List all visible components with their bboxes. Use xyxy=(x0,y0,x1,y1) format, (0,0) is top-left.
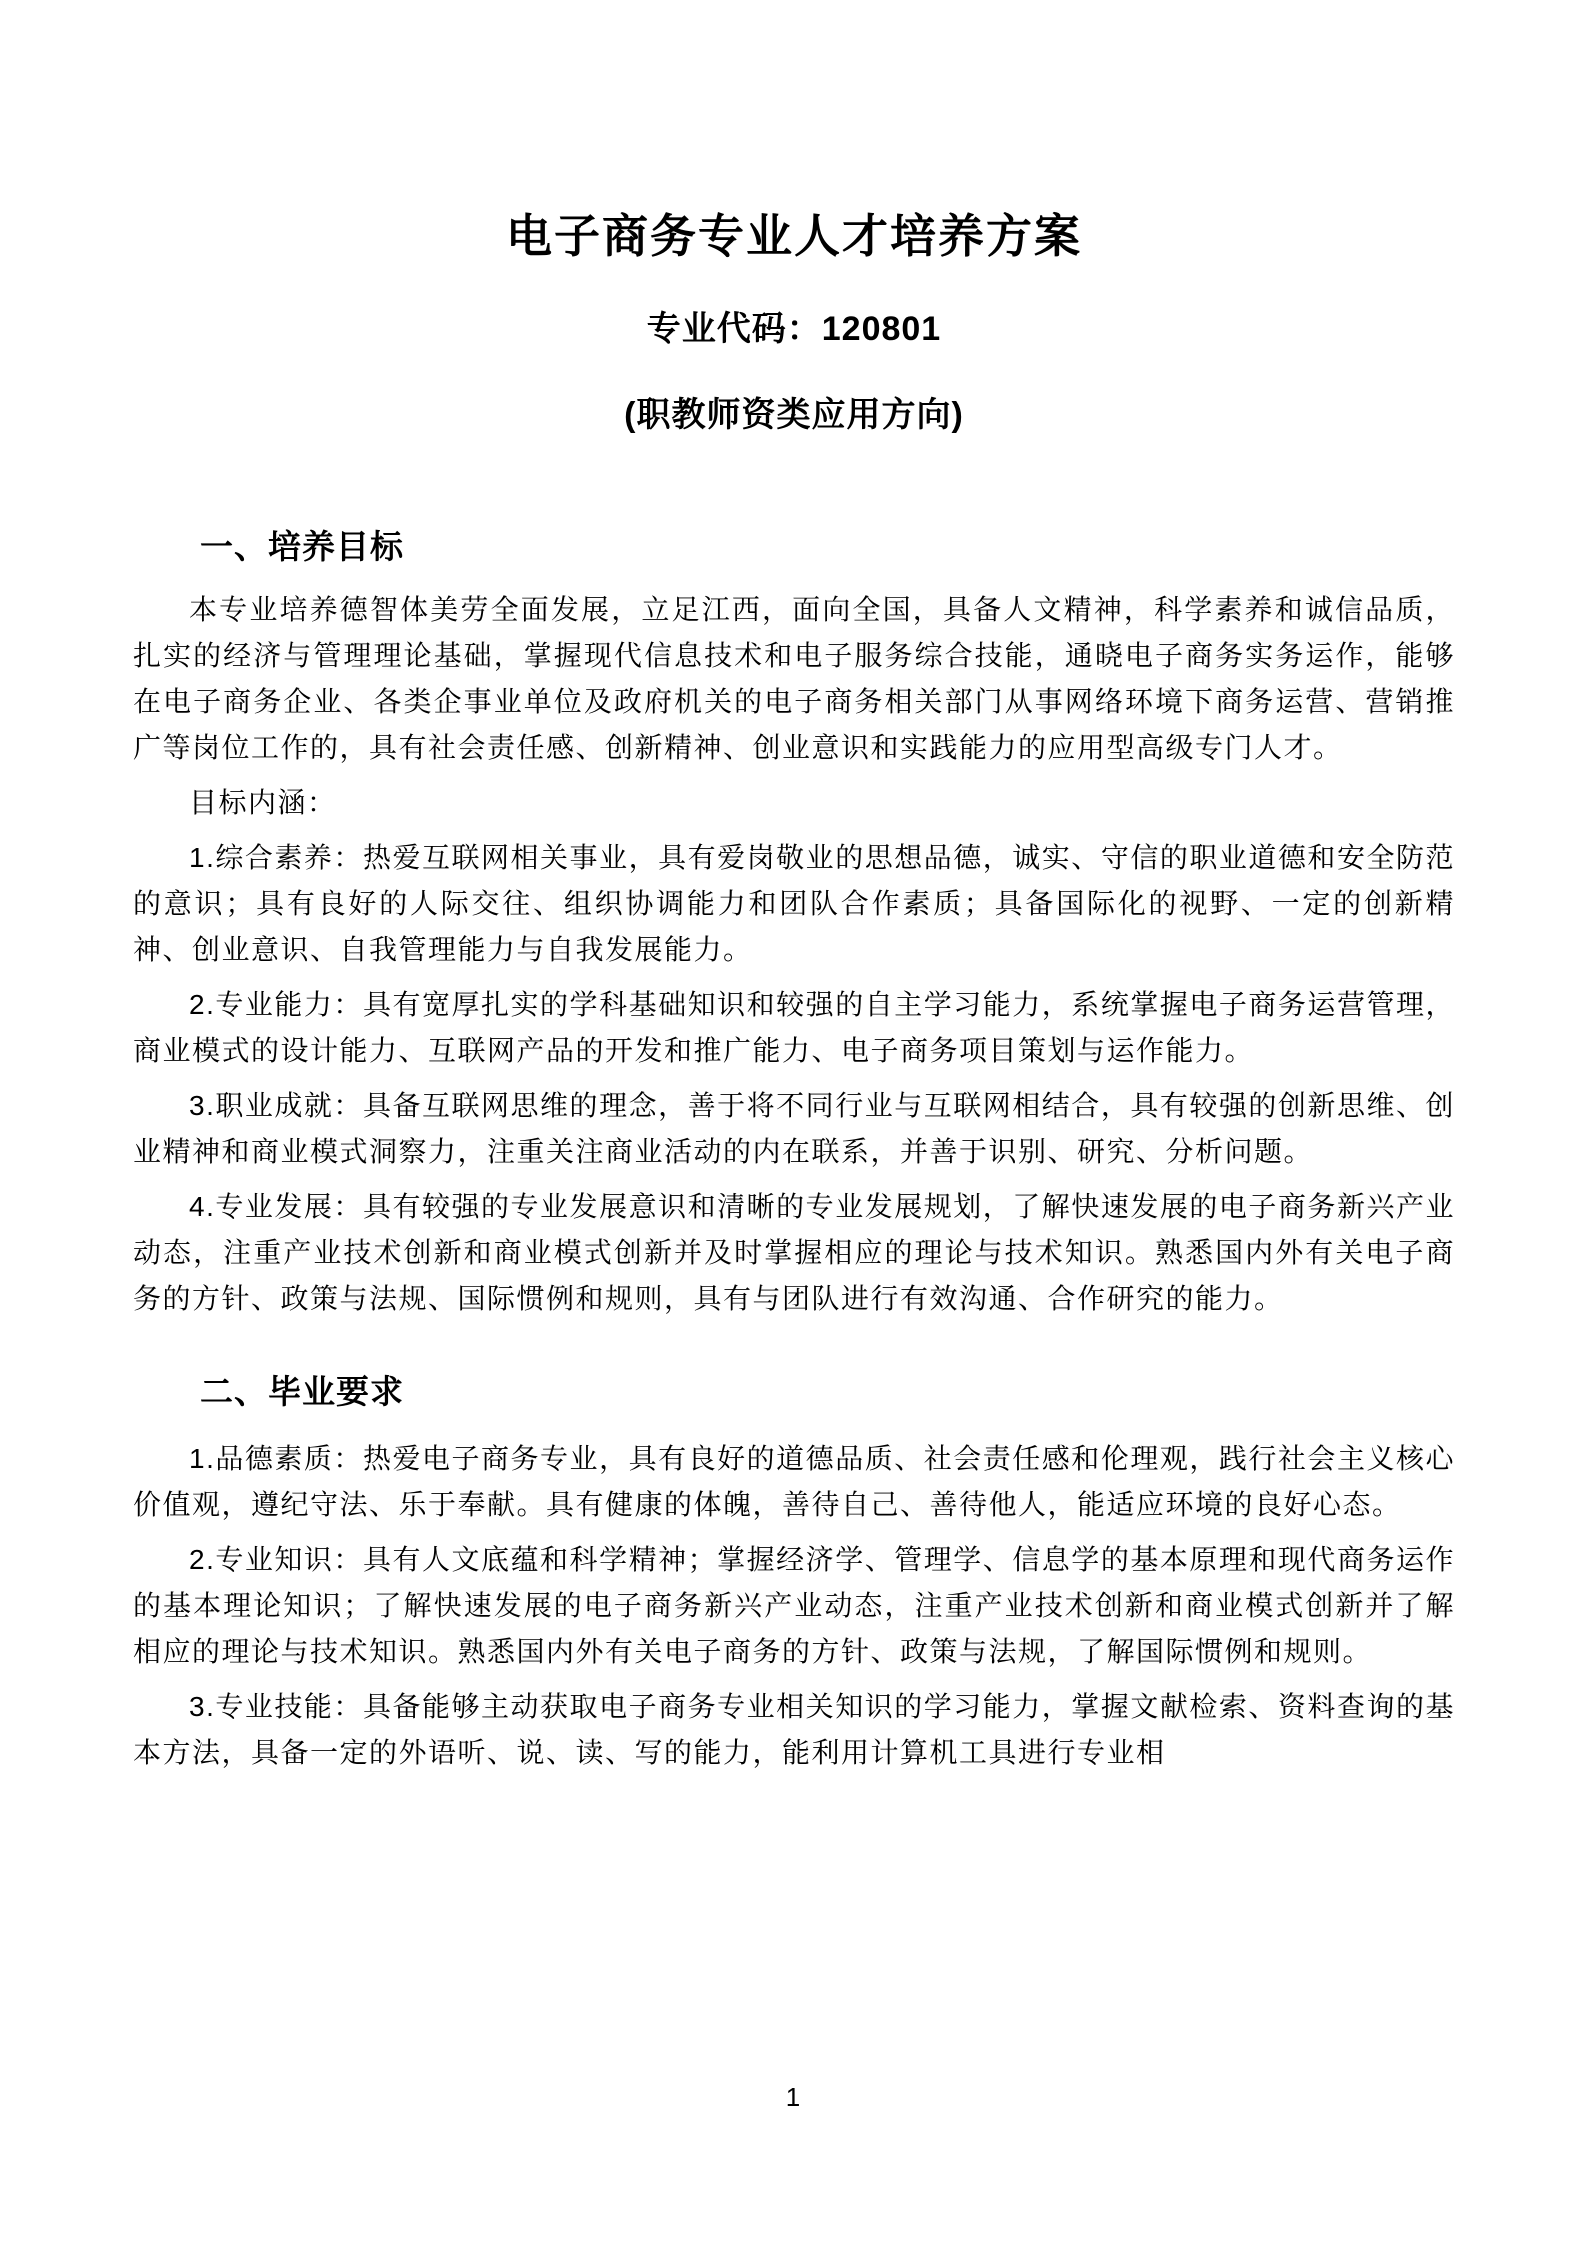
paragraph-objective-connotation-label: 目标内涵： xyxy=(189,787,337,818)
paragraph-professional-ability: 2.专业能力：具有宽厚扎实的学科基础知识和较强的自主学习能力，系统掌握电子商务运营管理，商业模式的设计能力、互联网产品的开发和推广能力、电子商务项目策划与运作能力。 xyxy=(133,989,1455,1066)
paragraph-professional-skills: 3.专业技能：具备能够主动获取电子商务专业相关知识的学习能力，掌握文献检索、资料查询的基本方法，具备一定的外语听、说、读、写的能力，能利用计算机工具进行专业相 xyxy=(133,1691,1455,1768)
paragraph-professional-development: 4.专业发展：具有较强的专业发展意识和清晰的专业发展规划，了解快速发展的电子商务新兴产业动态，注重产业技术创新和商业模式创新并及时掌握相应的理论与技术知识。熟悉国内外有关电子商务的方针、政策与法规、国际惯例和规则，具有与团队进行有效沟通、合作研究的能力。 xyxy=(133,1191,1455,1314)
page-number: 1 xyxy=(785,2082,801,2112)
document-title: 电子商务专业人才培养方案 xyxy=(506,210,1082,262)
section-heading-graduation-requirements: 二、毕业要求 xyxy=(200,1373,404,1410)
paragraph-career-achievement: 3.职业成就：具备互联网思维的理念，善于将不同行业与互联网相结合，具有较强的创新思维、创业精神和商业模式洞察力，注重关注商业活动的内在联系，并善于识别、研究、分析问题。 xyxy=(133,1090,1455,1167)
paragraph-training-intro: 本专业培养德智体美劳全面发展，立足江西，面向全国，具备人文精神，科学素养和诚信品质，扎实的经济与管理理论基础，掌握现代信息技术和电子服务综合技能，通晓电子商务实务运作，能够在电子商务企业、各类企事业单位及政府机关的电子商务相关部门从事网络环境下商务运营、营销推广等岗位工作的，具有社会责任感、创新精神、创业意识和实践能力的应用型高级专门人才。 xyxy=(133,594,1455,763)
paragraph-professional-knowledge: 2.专业知识：具有人文底蕴和科学精神；掌握经济学、管理学、信息学的基本原理和现代商务运作的基本理论知识；了解快速发展的电子商务新兴产业动态，注重产业技术创新和商业模式创新并了解相应的理论与技术知识。熟悉国内外有关电子商务的方针、政策与法规，了解国际惯例和规则。 xyxy=(133,1544,1455,1667)
section-heading-training-objectives: 一、培养目标 xyxy=(200,528,404,565)
paragraph-comprehensive-quality: 1.综合素养：热爱互联网相关事业，具有爱岗敬业的思想品德，诚实、守信的职业道德和安全防范的意识；具有良好的人际交往、组织协调能力和团队合作素质；具备国际化的视野、一定的创新精神、创业意识、自我管理能力与自我发展能力。 xyxy=(133,842,1455,965)
major-code-line: 专业代码：120801 xyxy=(646,310,942,348)
paragraph-moral-quality: 1.品德素质：热爱电子商务专业，具有良好的道德品质、社会责任感和伦理观，践行社会主义核心价值观，遵纪守法、乐于奉献。具有健康的体魄，善待自己、善待他人，能适应环境的良好心态。 xyxy=(133,1443,1455,1520)
direction-line: (职教师资类应用方向) xyxy=(624,396,964,434)
